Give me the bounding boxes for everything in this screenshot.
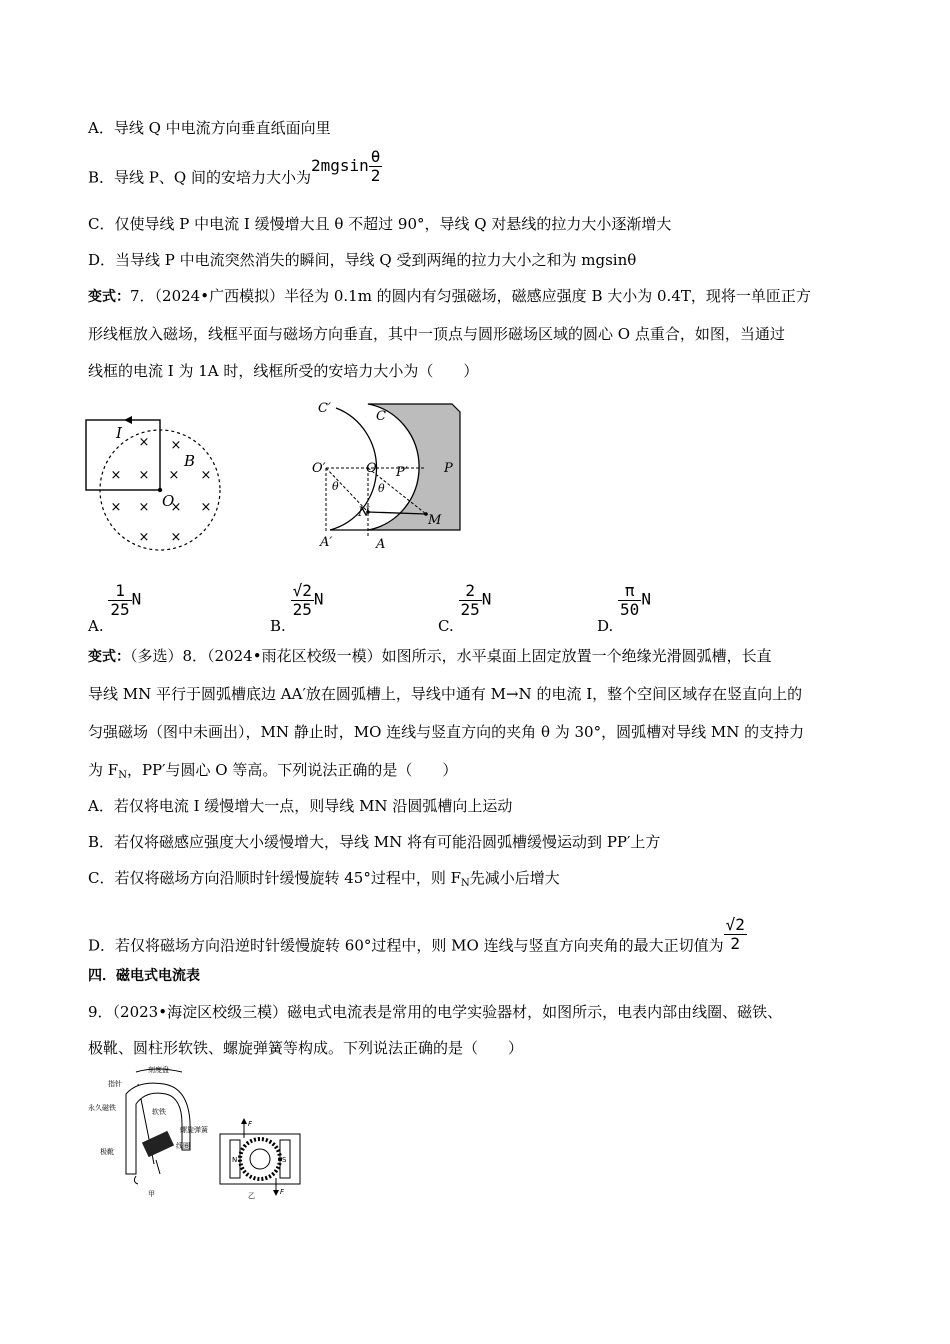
cross-mark: × (170, 438, 182, 453)
label-o: O (366, 461, 377, 476)
label-coil: 线圈 (176, 1142, 190, 1150)
q8-subscript: N (118, 770, 127, 781)
q8-line-4 (88, 760, 457, 786)
frac-denominator: 50 (620, 600, 640, 619)
coil-ring (240, 1139, 280, 1179)
q7-line-1 (88, 286, 811, 307)
q7-field-figure (84, 414, 224, 554)
q8-text-4b: ，PP′与圆心 O 等高。下列说法正确的是（ ） (126, 761, 458, 779)
section-heading: 四．磁电式电流表 (88, 968, 200, 984)
option-letter: A. (88, 616, 104, 635)
frac-denominator: 2 (724, 934, 747, 953)
frac-numerator: θ (370, 147, 381, 166)
frac-numerator: 1 (115, 581, 125, 600)
label-jia: 甲 (148, 1190, 155, 1198)
q7-line-2: 形线框放入磁场，线框平面与磁场方向垂直，其中一顶点与圆形磁场区域的圆心 O 点重合，如图，当通过 (88, 325, 785, 343)
q8-option-a: A．若仅将电流 I 缓慢增大一点，则导线 MN 沿圆弧槽向上运动 (88, 797, 513, 815)
q7-option-b (270, 581, 324, 635)
cross-mark: × (138, 530, 150, 545)
label-field: B (184, 452, 196, 470)
q7-line-3: 线框的电流 I 为 1A 时，线框所受的安培力大小为（ ） (88, 362, 479, 380)
frac-denominator: 25 (460, 600, 480, 619)
q8-option-b: B．若仅将磁感应强度大小缓慢增大，导线 MN 将有可能沿圆弧槽缓慢运动到 PP′上方 (88, 833, 661, 851)
q6-option-c: C．仅使导线 P 中电流 I 缓慢增大且 θ 不超过 90°，导线 Q 对悬线的拉力大小逐渐增大 (88, 215, 672, 233)
option-fraction (459, 582, 482, 619)
frac-numerator: √2 (725, 915, 745, 934)
label-pointer: 指针 (108, 1080, 122, 1088)
current-arrow-icon (124, 416, 132, 424)
q8-option-c-tail: 先减小后增大 (469, 869, 560, 887)
label-yi: 乙 (248, 1192, 255, 1200)
q6-option-b-text: B．导线 P、Q 间的安培力大小为 (88, 168, 311, 187)
label-dial: 刻度盘 (148, 1066, 169, 1074)
option-unit: N (313, 589, 324, 609)
q7-option-a (88, 581, 142, 635)
label-n-pole: N (232, 1156, 238, 1164)
frac-numerator: 2 (465, 581, 475, 600)
q6-option-b-fraction (369, 148, 383, 185)
q9-line-2: 极靴、圆柱形软铁、螺旋弹簧等构成。下列说法正确的是（ ） (88, 1039, 524, 1057)
label-m: M (428, 513, 442, 528)
option-fraction (618, 582, 641, 619)
q8-option-c-subscript: N (461, 878, 470, 889)
q8-option-d (88, 915, 747, 965)
label-magnet: 永久磁铁 (88, 1104, 116, 1112)
label-p: P (444, 461, 453, 476)
option-fraction (108, 582, 131, 619)
cross-mark: × (200, 468, 212, 483)
cross-mark: × (170, 500, 182, 515)
q8-option-c (88, 868, 560, 894)
option-letter: D. (597, 616, 614, 635)
label-c-prime: C′ (318, 401, 331, 416)
option-fraction (291, 582, 314, 619)
q8-text-1: （多选）8．（2024•雨花区校级一模）如图所示，水平桌面上固定放置一个绝缘光滑圆弧槽，长直 (130, 647, 772, 665)
force-arrow-up-icon (241, 1118, 247, 1124)
frac-numerator: π (624, 581, 635, 600)
label-theta-right: θ (378, 482, 385, 495)
q8-groove-figure (308, 396, 468, 554)
force-arrow-down-icon (273, 1190, 279, 1196)
label-current: I (116, 424, 122, 442)
frac-denominator: 25 (110, 600, 130, 619)
q6-option-b-expr: 2mgsin (310, 155, 369, 175)
label-s-pole: S (282, 1156, 287, 1164)
option-letter: C. (438, 616, 454, 635)
option-unit: N (641, 589, 651, 609)
label-p-prime: P′ (396, 465, 408, 480)
spring (156, 1160, 160, 1174)
cross-mark: × (138, 500, 150, 515)
label-o-prime: O′ (312, 461, 326, 476)
q7-option-c (438, 581, 492, 635)
q8-text-4a: 为 F (88, 761, 119, 779)
label-a-prime: A′ (320, 535, 333, 550)
q8-option-d-text: D．若仅将磁场方向沿逆时针缓慢旋转 60°过程中，则 MO 连线与竖直方向夹角的最大正切值为 (88, 936, 724, 955)
frac-denominator: 2 (370, 166, 381, 185)
q7-variant-label: 变式： (88, 289, 130, 305)
q8-line-3: 匀强磁场（图中未画出），MN 静止时，MO 连线与竖直方向的夹角 θ 为 30°，圆弧槽对导线 MN 的支持力 (88, 723, 805, 741)
cross-mark: × (168, 468, 180, 483)
option-letter: B. (270, 616, 286, 635)
cross-mark: × (170, 530, 182, 545)
q7-text-1: 7．（2024•广西模拟）半径为 0.1m 的圆内有匀强磁场，磁感应强度 B 大小为 0.4T，现将一单匝正方 (130, 287, 811, 305)
q6-option-a: A．导线 Q 中电流方向垂直纸面向里 (88, 119, 331, 137)
cross-mark: × (110, 500, 122, 515)
q9-galvanometer-figure (86, 1064, 212, 1202)
cross-mark: × (138, 468, 150, 483)
q8-line-1 (88, 646, 772, 667)
cross-mark: × (110, 468, 122, 483)
cross-mark: × (138, 435, 150, 450)
label-n: N (358, 505, 370, 520)
q6-option-d: D．当导线 P 中电流突然消失的瞬间，导线 Q 受到两绳的拉力大小之和为 mgsinθ (88, 251, 637, 269)
q7-option-d (597, 581, 651, 635)
q8-variant-label: 变式： (88, 649, 130, 665)
q6-option-b (88, 147, 382, 197)
soft-iron-core (250, 1149, 270, 1169)
label-a: A (376, 537, 386, 552)
label-soft-iron: 软铁 (152, 1108, 166, 1116)
q8-option-c-text: C．若仅将磁场方向沿顺时针缓慢旋转 45°过程中，则 F (88, 869, 462, 887)
q9-radial-field-figure (218, 1118, 304, 1200)
label-pole-shoe: 极靴 (100, 1148, 114, 1156)
option-unit: N (131, 589, 142, 609)
q8-line-2: 导线 MN 平行于圆弧槽底边 AA′放在圆弧槽上，导线中通有 M→N 的电流 I，整个空间区域存在竖直向上的 (88, 685, 803, 703)
option-unit: N (481, 589, 492, 609)
label-center: O (162, 492, 175, 510)
label-spring: 螺旋弹簧 (180, 1126, 208, 1134)
label-c: C (376, 409, 386, 424)
coil (142, 1131, 174, 1157)
frac-denominator: 25 (292, 600, 312, 619)
label-force-bottom: F (280, 1188, 285, 1196)
q9-line-1: 9．（2023•海淀区校级三模）磁电式电流表是常用的电学实验器材，如图所示，电表内部由线圈、磁铁、 (88, 1003, 783, 1021)
q8-option-d-fraction (724, 916, 747, 953)
cross-mark: × (200, 500, 212, 515)
label-theta-left: θ (332, 480, 339, 493)
label-force-top: F (248, 1120, 253, 1128)
frac-numerator: √2 (292, 581, 312, 600)
